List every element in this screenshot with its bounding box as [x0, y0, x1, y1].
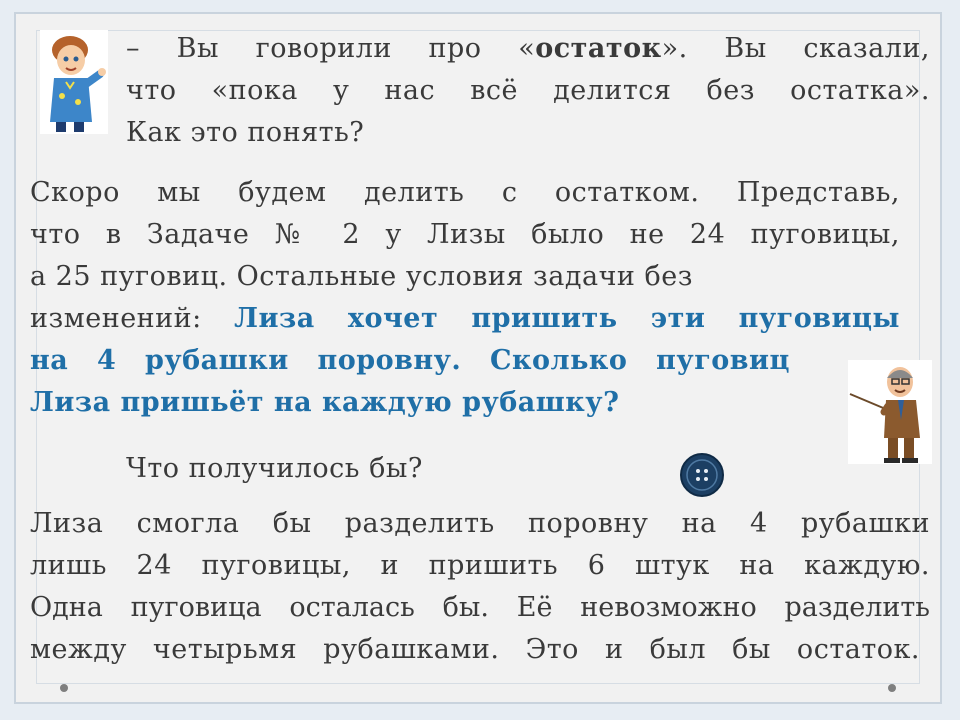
keyword-ostatok: остаток [535, 33, 662, 64]
question-line-1: – Вы говорили про «остаток». Вы сказали, [126, 33, 930, 64]
explanation-line-2: что в Задаче № 2 у Лизы было не 24 пуговицы, [30, 219, 900, 250]
task-text-part-2: на 4 рубашки поровну. Сколько пуговиц [30, 345, 790, 376]
corner-dot-right [888, 684, 896, 692]
question-line-2: что «пока у нас всё делится без остатка». [126, 75, 930, 106]
answer-line-3: Одна пуговица осталась бы. Её невозможно разделить [30, 592, 930, 623]
sewing-button-icon [679, 452, 725, 498]
answer-line-4: между четырьмя рубашками. Это и был бы остаток. [30, 634, 920, 665]
corner-dot-left [60, 684, 68, 692]
answer-line-1: Лиза смогла бы разделить поровну на 4 рубашки [30, 508, 930, 539]
answer-block [30, 503, 930, 671]
answer-line-2: лишь 24 пуговицы, и пришить 6 штук на каждую. [30, 550, 930, 581]
prompt-text: Что получилось бы? [126, 453, 423, 484]
boy-pointing-icon [40, 30, 108, 134]
explanation-line-3: а 25 пуговиц. Остальные условия задачи без [30, 261, 693, 292]
question-line-3: Как это понять? [126, 117, 365, 148]
explanation-block [30, 172, 900, 424]
task-text-part-3: Лиза пришьёт на каждую рубашку? [30, 387, 620, 418]
explanation-line-1: Скоро мы будем делить с остатком. Представь, [30, 177, 900, 208]
teacher-with-pointer-icon [848, 360, 932, 464]
explanation-line-4: изменений: Лиза хочет пришить эти пуговицы [30, 303, 900, 334]
question-block [126, 28, 930, 154]
task-text-part-1: Лиза хочет пришить эти пуговицы [234, 303, 900, 334]
